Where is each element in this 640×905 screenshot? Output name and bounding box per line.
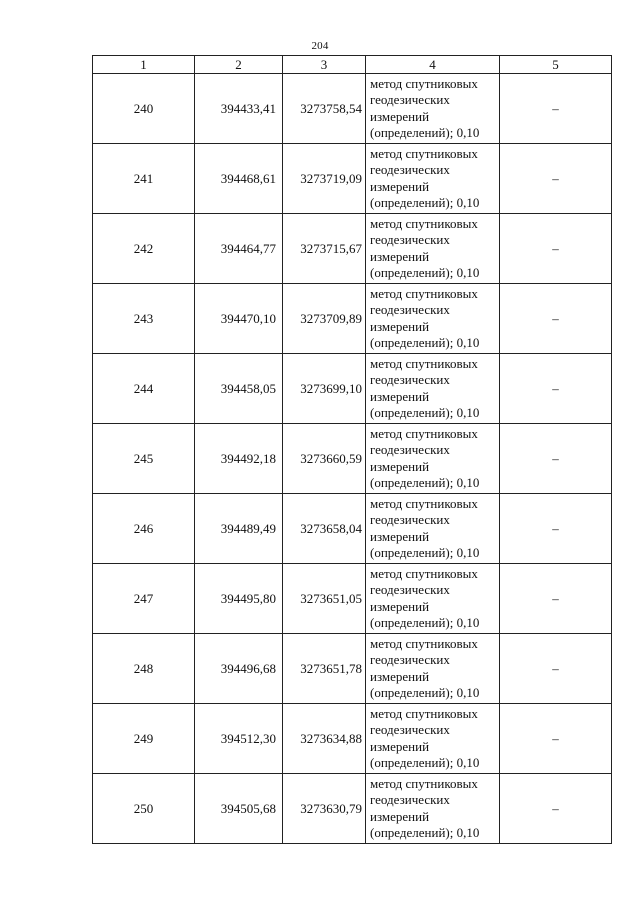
method-line: измерений: [370, 738, 430, 754]
y-coordinate-cell: 3273651,78: [283, 634, 366, 704]
note-cell: –: [500, 284, 612, 354]
point-number-cell: 244: [93, 354, 195, 424]
method-cell: [366, 144, 500, 214]
method-line: (определений); 0,10: [370, 405, 480, 420]
method-line: метод спутниковых: [370, 705, 478, 721]
method-line: метод спутниковых: [370, 75, 478, 91]
table-row: [93, 424, 612, 494]
method-line: измерений: [370, 598, 430, 614]
method-line: метод спутниковых: [370, 775, 478, 791]
x-coordinate-cell: 394470,10: [195, 284, 283, 354]
method-cell: [366, 284, 500, 354]
method-line: (определений); 0,10: [370, 195, 480, 210]
method-line: метод спутниковых: [370, 145, 478, 161]
method-line: (определений); 0,10: [370, 335, 480, 350]
x-coordinate-cell: 394512,30: [195, 704, 283, 774]
table-row: [93, 354, 612, 424]
note-cell: –: [500, 424, 612, 494]
point-number-cell: 248: [93, 634, 195, 704]
table-row: [93, 634, 612, 704]
method-line: измерений: [370, 248, 430, 264]
note-cell: –: [500, 144, 612, 214]
method-cell: [366, 214, 500, 284]
note-cell: –: [500, 74, 612, 144]
method-line: измерений: [370, 528, 430, 544]
table-row: [93, 214, 612, 284]
method-line: метод спутниковых: [370, 215, 478, 231]
method-line: метод спутниковых: [370, 565, 478, 581]
note-cell: –: [500, 564, 612, 634]
y-coordinate-cell: 3273658,04: [283, 494, 366, 564]
point-number-cell: 246: [93, 494, 195, 564]
point-number-cell: 242: [93, 214, 195, 284]
method-line: метод спутниковых: [370, 635, 478, 651]
note-cell: –: [500, 634, 612, 704]
note-cell: –: [500, 704, 612, 774]
method-line: (определений); 0,10: [370, 475, 480, 490]
table-row: [93, 494, 612, 564]
method-line: измерений: [370, 178, 430, 194]
method-cell: [366, 74, 500, 144]
x-coordinate-cell: 394489,49: [195, 494, 283, 564]
table-header-row: [93, 56, 612, 74]
table-body: [93, 74, 612, 844]
method-cell: [366, 704, 500, 774]
method-line: (определений); 0,10: [370, 615, 480, 630]
point-number-cell: 245: [93, 424, 195, 494]
note-cell: –: [500, 354, 612, 424]
coordinates-table: [92, 55, 612, 844]
method-line: геодезических: [370, 232, 450, 247]
method-line: геодезических: [370, 92, 450, 107]
method-line: измерений: [370, 458, 430, 474]
y-coordinate-cell: 3273660,59: [283, 424, 366, 494]
page-number: 204: [311, 40, 329, 52]
point-number-cell: 250: [93, 774, 195, 844]
method-line: измерений: [370, 668, 430, 684]
method-cell: [366, 634, 500, 704]
y-coordinate-cell: 3273699,10: [283, 354, 366, 424]
method-line: (определений); 0,10: [370, 125, 480, 140]
x-coordinate-cell: 394464,77: [195, 214, 283, 284]
method-line: геодезических: [370, 442, 450, 457]
method-line: (определений); 0,10: [370, 265, 480, 280]
method-line: геодезических: [370, 372, 450, 387]
method-line: измерений: [370, 808, 430, 824]
table-row: [93, 704, 612, 774]
method-cell: [366, 354, 500, 424]
column-header: 5: [500, 56, 612, 74]
method-line: геодезических: [370, 162, 450, 177]
method-line: (определений); 0,10: [370, 685, 480, 700]
method-line: (определений); 0,10: [370, 545, 480, 560]
table-row: [93, 564, 612, 634]
table-row: [93, 774, 612, 844]
note-cell: –: [500, 214, 612, 284]
method-line: (определений); 0,10: [370, 825, 480, 840]
method-line: метод спутниковых: [370, 425, 478, 441]
method-line: метод спутниковых: [370, 285, 478, 301]
y-coordinate-cell: 3273634,88: [283, 704, 366, 774]
x-coordinate-cell: 394492,18: [195, 424, 283, 494]
y-coordinate-cell: 3273719,09: [283, 144, 366, 214]
x-coordinate-cell: 394458,05: [195, 354, 283, 424]
method-line: (определений); 0,10: [370, 755, 480, 770]
method-line: измерений: [370, 318, 430, 334]
y-coordinate-cell: 3273630,79: [283, 774, 366, 844]
point-number-cell: 247: [93, 564, 195, 634]
point-number-cell: 240: [93, 74, 195, 144]
point-number-cell: 249: [93, 704, 195, 774]
method-line: измерений: [370, 108, 430, 124]
table-row: [93, 284, 612, 354]
method-line: метод спутниковых: [370, 355, 478, 371]
y-coordinate-cell: 3273651,05: [283, 564, 366, 634]
method-line: измерений: [370, 388, 430, 404]
table-row: [93, 144, 612, 214]
point-number-cell: 243: [93, 284, 195, 354]
column-header: 3: [283, 56, 366, 74]
table-row: [93, 74, 612, 144]
method-cell: [366, 774, 500, 844]
x-coordinate-cell: 394496,68: [195, 634, 283, 704]
method-line: геодезических: [370, 302, 450, 317]
y-coordinate-cell: 3273709,89: [283, 284, 366, 354]
column-header: 1: [93, 56, 195, 74]
x-coordinate-cell: 394433,41: [195, 74, 283, 144]
note-cell: –: [500, 494, 612, 564]
column-header: 4: [366, 56, 500, 74]
point-number-cell: 241: [93, 144, 195, 214]
method-line: геодезических: [370, 512, 450, 527]
method-line: метод спутниковых: [370, 495, 478, 511]
method-cell: [366, 564, 500, 634]
method-line: геодезических: [370, 792, 450, 807]
method-line: геодезических: [370, 722, 450, 737]
x-coordinate-cell: 394468,61: [195, 144, 283, 214]
y-coordinate-cell: 3273758,54: [283, 74, 366, 144]
x-coordinate-cell: 394495,80: [195, 564, 283, 634]
column-header: 2: [195, 56, 283, 74]
method-line: геодезических: [370, 582, 450, 597]
method-line: геодезических: [370, 652, 450, 667]
x-coordinate-cell: 394505,68: [195, 774, 283, 844]
method-cell: [366, 494, 500, 564]
note-cell: –: [500, 774, 612, 844]
method-cell: [366, 424, 500, 494]
y-coordinate-cell: 3273715,67: [283, 214, 366, 284]
